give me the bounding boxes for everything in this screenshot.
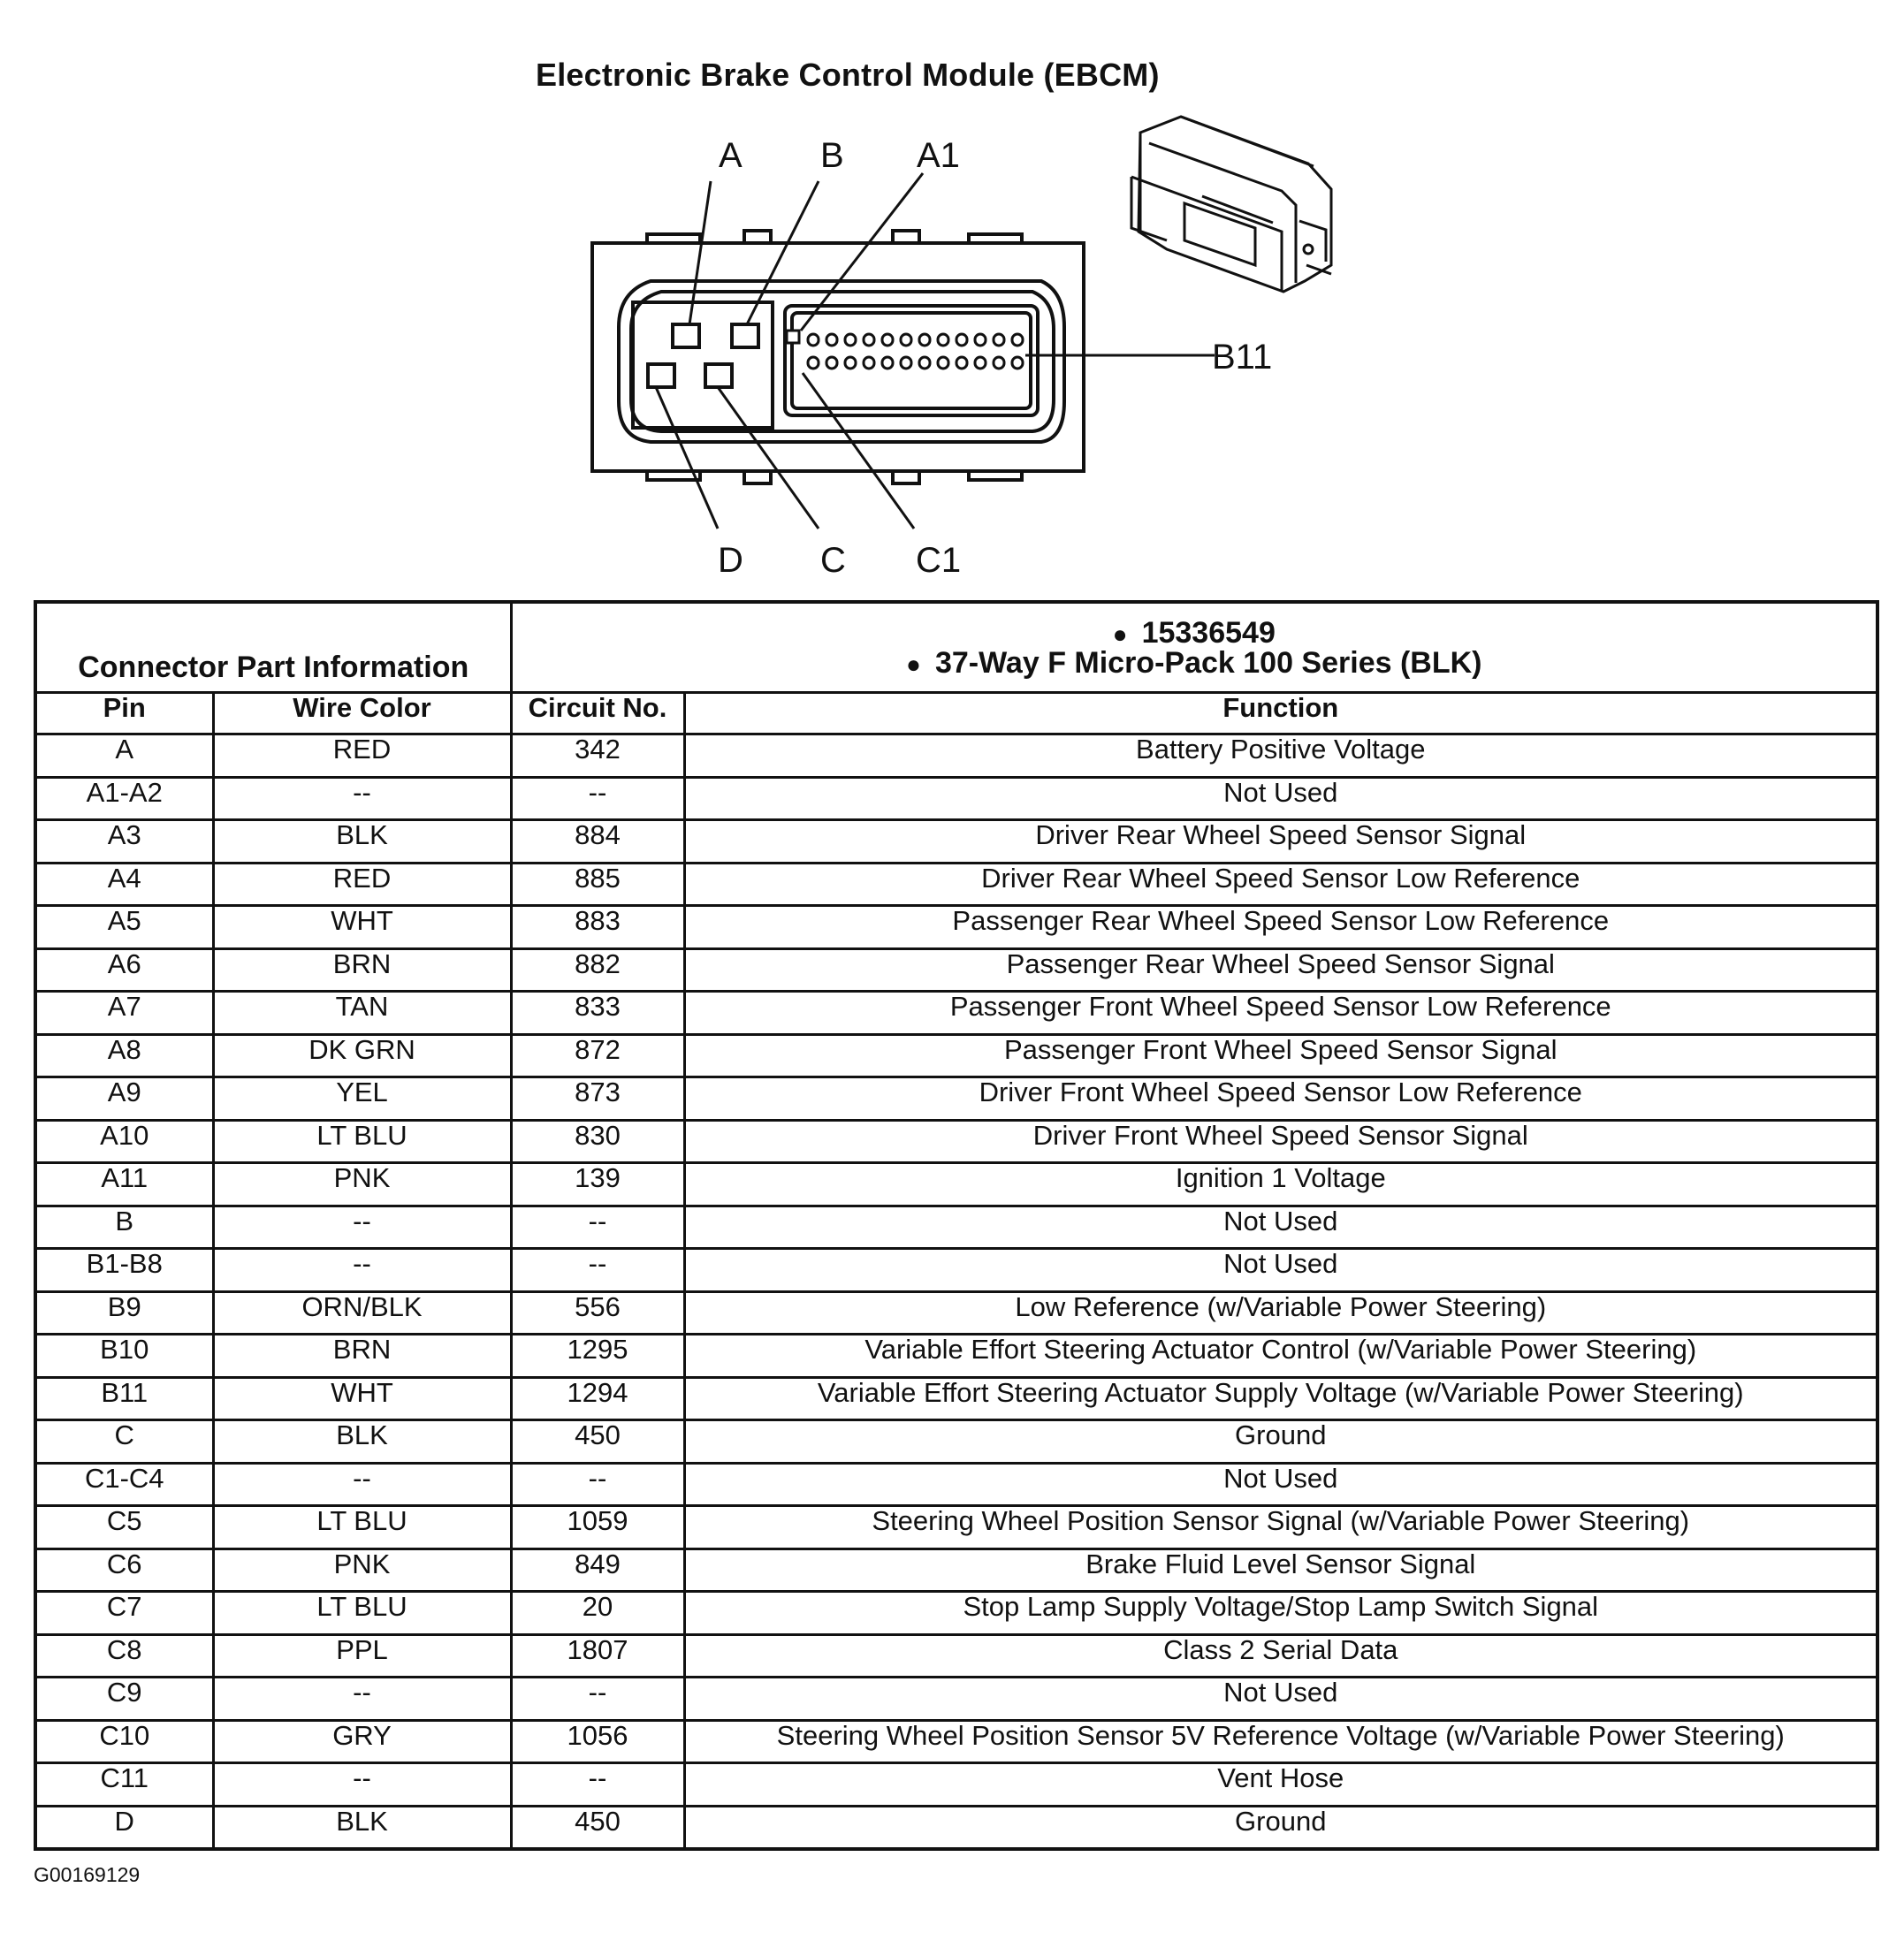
callout-b: B [820, 136, 844, 175]
pin-cell: A [35, 734, 213, 778]
wire-color-cell: PNK [213, 1549, 511, 1592]
circuit-cell: 1056 [511, 1720, 684, 1763]
wire-color-cell: WHT [213, 1377, 511, 1420]
table-row [35, 1335, 1877, 1378]
circuit-cell: 1295 [511, 1335, 684, 1378]
function-cell: Passenger Front Wheel Speed Sensor Signal [684, 1034, 1877, 1077]
table-row [35, 734, 1877, 778]
function-cell: Not Used [684, 1463, 1877, 1506]
function-cell: Driver Rear Wheel Speed Sensor Low Reference [684, 863, 1877, 906]
table-row [35, 1163, 1877, 1206]
table-row [35, 1463, 1877, 1506]
pin-cell: A4 [35, 863, 213, 906]
circuit-cell: 883 [511, 906, 684, 949]
function-cell: Ground [684, 1420, 1877, 1464]
column-header-pin: Pin [35, 693, 213, 734]
terminal-c [705, 364, 732, 387]
circuit-cell: -- [511, 1206, 684, 1249]
pin-cell: A3 [35, 820, 213, 864]
wire-color-cell: DK GRN [213, 1034, 511, 1077]
function-cell: Brake Fluid Level Sensor Signal [684, 1549, 1877, 1592]
large-terminals [648, 324, 758, 387]
wire-color-cell: PPL [213, 1634, 511, 1678]
function-cell: Passenger Rear Wheel Speed Sensor Low Reference [684, 906, 1877, 949]
table-row [35, 863, 1877, 906]
function-cell: Ignition 1 Voltage [684, 1163, 1877, 1206]
function-cell: Not Used [684, 777, 1877, 820]
pin-cell: B1-B8 [35, 1249, 213, 1292]
table-row [35, 1077, 1877, 1121]
function-cell: Variable Effort Steering Actuator Control (w/Variable Power Steering) [684, 1335, 1877, 1378]
circuit-cell: 450 [511, 1420, 684, 1464]
function-cell: Not Used [684, 1249, 1877, 1292]
wire-color-cell: -- [213, 1763, 511, 1807]
circuit-cell: -- [511, 1678, 684, 1721]
circuit-cell: 885 [511, 863, 684, 906]
pin-cell: C10 [35, 1720, 213, 1763]
wire-color-cell: -- [213, 1678, 511, 1721]
column-header-wire-color: Wire Color [213, 693, 511, 734]
wire-color-cell: BLK [213, 1420, 511, 1464]
micro-pin [975, 334, 986, 346]
pinout-rows [35, 734, 1877, 1850]
micro-pin [919, 334, 930, 346]
micro-pin [956, 334, 967, 346]
table-row [35, 1678, 1877, 1721]
wire-color-cell: -- [213, 777, 511, 820]
pin-cell: A8 [35, 1034, 213, 1077]
table-row [35, 906, 1877, 949]
micro-pin [956, 357, 967, 369]
pin-cell: C9 [35, 1678, 213, 1721]
table-row [35, 1291, 1877, 1335]
table-row [35, 777, 1877, 820]
function-cell: Vent Hose [684, 1763, 1877, 1807]
pin-cell: C5 [35, 1506, 213, 1549]
micro-pin [975, 357, 986, 369]
pin-cell: A5 [35, 906, 213, 949]
function-cell: Driver Front Wheel Speed Sensor Low Reference [684, 1077, 1877, 1121]
micro-pin [994, 357, 1004, 369]
circuit-cell: 20 [511, 1592, 684, 1635]
terminal-d [648, 364, 674, 387]
function-cell: Battery Positive Voltage [684, 734, 1877, 778]
connector-face-diagram [0, 0, 1904, 601]
circuit-cell: 849 [511, 1549, 684, 1592]
micro-pin [808, 334, 819, 346]
micro-pin [1012, 334, 1023, 346]
pin-cell: C11 [35, 1763, 213, 1807]
table-row [35, 1249, 1877, 1292]
table-row [35, 948, 1877, 992]
function-cell: Stop Lamp Supply Voltage/Stop Lamp Switch Signal [684, 1592, 1877, 1635]
pin-cell: B10 [35, 1335, 213, 1378]
part-number: 15336549 [1141, 615, 1276, 650]
connector-info-row [35, 602, 1877, 693]
pin-cell: C [35, 1420, 213, 1464]
wire-color-cell: BRN [213, 1335, 511, 1378]
circuit-cell: 830 [511, 1120, 684, 1163]
wire-color-cell: -- [213, 1463, 511, 1506]
table-row [35, 992, 1877, 1035]
wire-color-cell: WHT [213, 906, 511, 949]
micro-pin [901, 334, 911, 346]
function-cell: Class 2 Serial Data [684, 1634, 1877, 1678]
function-cell: Low Reference (w/Variable Power Steering) [684, 1291, 1877, 1335]
wire-color-cell: YEL [213, 1077, 511, 1121]
pin-cell: A10 [35, 1120, 213, 1163]
table-row [35, 1720, 1877, 1763]
micro-pin [845, 357, 856, 369]
circuit-cell: -- [511, 777, 684, 820]
function-cell: Variable Effort Steering Actuator Supply Voltage (w/Variable Power Steering) [684, 1377, 1877, 1420]
pin-cell: A11 [35, 1163, 213, 1206]
micro-pin [901, 357, 911, 369]
wire-color-cell: LT BLU [213, 1120, 511, 1163]
micro-pin-field [787, 331, 1023, 369]
micro-pin [826, 357, 837, 369]
terminal-a [673, 324, 699, 347]
micro-pin [938, 357, 948, 369]
part-description: 37-Way F Micro-Pack 100 Series (BLK) [934, 645, 1482, 680]
table-row [35, 1377, 1877, 1420]
table-row [35, 1034, 1877, 1077]
table-row [35, 1506, 1877, 1549]
pin-cell: A6 [35, 948, 213, 992]
function-cell: Driver Rear Wheel Speed Sensor Signal [684, 820, 1877, 864]
circuit-cell: 884 [511, 820, 684, 864]
pin-cell: B [35, 1206, 213, 1249]
wire-color-cell: -- [213, 1249, 511, 1292]
circuit-cell: -- [511, 1249, 684, 1292]
wire-color-cell: BLK [213, 1806, 511, 1849]
pin-cell: C1-C4 [35, 1463, 213, 1506]
connector-body [592, 231, 1084, 483]
circuit-cell: 342 [511, 734, 684, 778]
bullet-icon: ● [1112, 620, 1128, 648]
wire-color-cell: RED [213, 863, 511, 906]
wire-color-cell: LT BLU [213, 1506, 511, 1549]
micro-pin [808, 357, 819, 369]
bullet-icon: ● [906, 650, 921, 678]
circuit-cell: 139 [511, 1163, 684, 1206]
circuit-cell: 450 [511, 1806, 684, 1849]
function-cell: Passenger Front Wheel Speed Sensor Low Reference [684, 992, 1877, 1035]
pin-cell: A1-A2 [35, 777, 213, 820]
pin-cell: B9 [35, 1291, 213, 1335]
function-cell: Not Used [684, 1678, 1877, 1721]
circuit-cell: -- [511, 1763, 684, 1807]
micro-pin [826, 334, 837, 346]
micro-pin [864, 357, 874, 369]
circuit-cell: -- [511, 1463, 684, 1506]
circuit-cell: 1059 [511, 1506, 684, 1549]
wire-color-cell: TAN [213, 992, 511, 1035]
pin-cell: D [35, 1806, 213, 1849]
connector-part-information-label: Connector Part Information [35, 602, 511, 693]
function-cell: Driver Front Wheel Speed Sensor Signal [684, 1120, 1877, 1163]
micro-pin [938, 334, 948, 346]
micro-pin [845, 334, 856, 346]
circuit-cell: 1294 [511, 1377, 684, 1420]
column-header-function: Function [684, 693, 1877, 734]
circuit-cell: 882 [511, 948, 684, 992]
function-cell: Steering Wheel Position Sensor 5V Reference Voltage (w/Variable Power Steering) [684, 1720, 1877, 1763]
micro-pin [882, 334, 893, 346]
circuit-cell: 556 [511, 1291, 684, 1335]
wire-color-cell: BRN [213, 948, 511, 992]
circuit-cell: 1807 [511, 1634, 684, 1678]
micro-pin [1012, 357, 1023, 369]
pin-cell: C7 [35, 1592, 213, 1635]
column-header-row [35, 693, 1877, 734]
function-cell: Steering Wheel Position Sensor Signal (w/Variable Power Steering) [684, 1506, 1877, 1549]
callout-a1: A1 [917, 136, 960, 175]
wire-color-cell: -- [213, 1206, 511, 1249]
circuit-cell: 873 [511, 1077, 684, 1121]
table-row [35, 820, 1877, 864]
wire-color-cell: LT BLU [213, 1592, 511, 1635]
micro-pin [919, 357, 930, 369]
connector-part-details [511, 602, 1877, 693]
pin-cell: C6 [35, 1549, 213, 1592]
micro-pin [882, 357, 893, 369]
callout-c1: C1 [916, 541, 962, 580]
function-cell: Ground [684, 1806, 1877, 1849]
circuit-cell: 833 [511, 992, 684, 1035]
terminal-b [732, 324, 758, 347]
wire-color-cell: RED [213, 734, 511, 778]
pin-cell: A9 [35, 1077, 213, 1121]
function-cell: Passenger Rear Wheel Speed Sensor Signal [684, 948, 1877, 992]
column-header-circuit-no: Circuit No. [511, 693, 684, 734]
table-row [35, 1806, 1877, 1849]
wire-color-cell: GRY [213, 1720, 511, 1763]
micro-pin [994, 334, 1004, 346]
wire-color-cell: PNK [213, 1163, 511, 1206]
table-row [35, 1592, 1877, 1635]
connector-pinout-table [34, 600, 1879, 1851]
micro-pin [864, 334, 874, 346]
circuit-cell: 872 [511, 1034, 684, 1077]
callout-a: A [719, 136, 743, 175]
pin-cell: A7 [35, 992, 213, 1035]
diagram-title: Electronic Brake Control Module (EBCM) [536, 57, 1160, 93]
table-row [35, 1549, 1877, 1592]
function-cell: Not Used [684, 1206, 1877, 1249]
wire-color-cell: BLK [213, 820, 511, 864]
callout-b11: B11 [1212, 338, 1273, 377]
table-row [35, 1763, 1877, 1807]
callout-d: D [718, 541, 743, 580]
wire-color-cell: ORN/BLK [213, 1291, 511, 1335]
table-row [35, 1634, 1877, 1678]
table-row [35, 1420, 1877, 1464]
part-number-line [513, 615, 1877, 650]
figure-id: G00169129 [34, 1863, 141, 1886]
pin-cell: B11 [35, 1377, 213, 1420]
pin-a1-marker [787, 331, 799, 343]
callout-c: C [820, 541, 846, 580]
table-row [35, 1206, 1877, 1249]
pin-cell: C8 [35, 1634, 213, 1678]
part-description-line [513, 645, 1877, 680]
table-row [35, 1120, 1877, 1163]
